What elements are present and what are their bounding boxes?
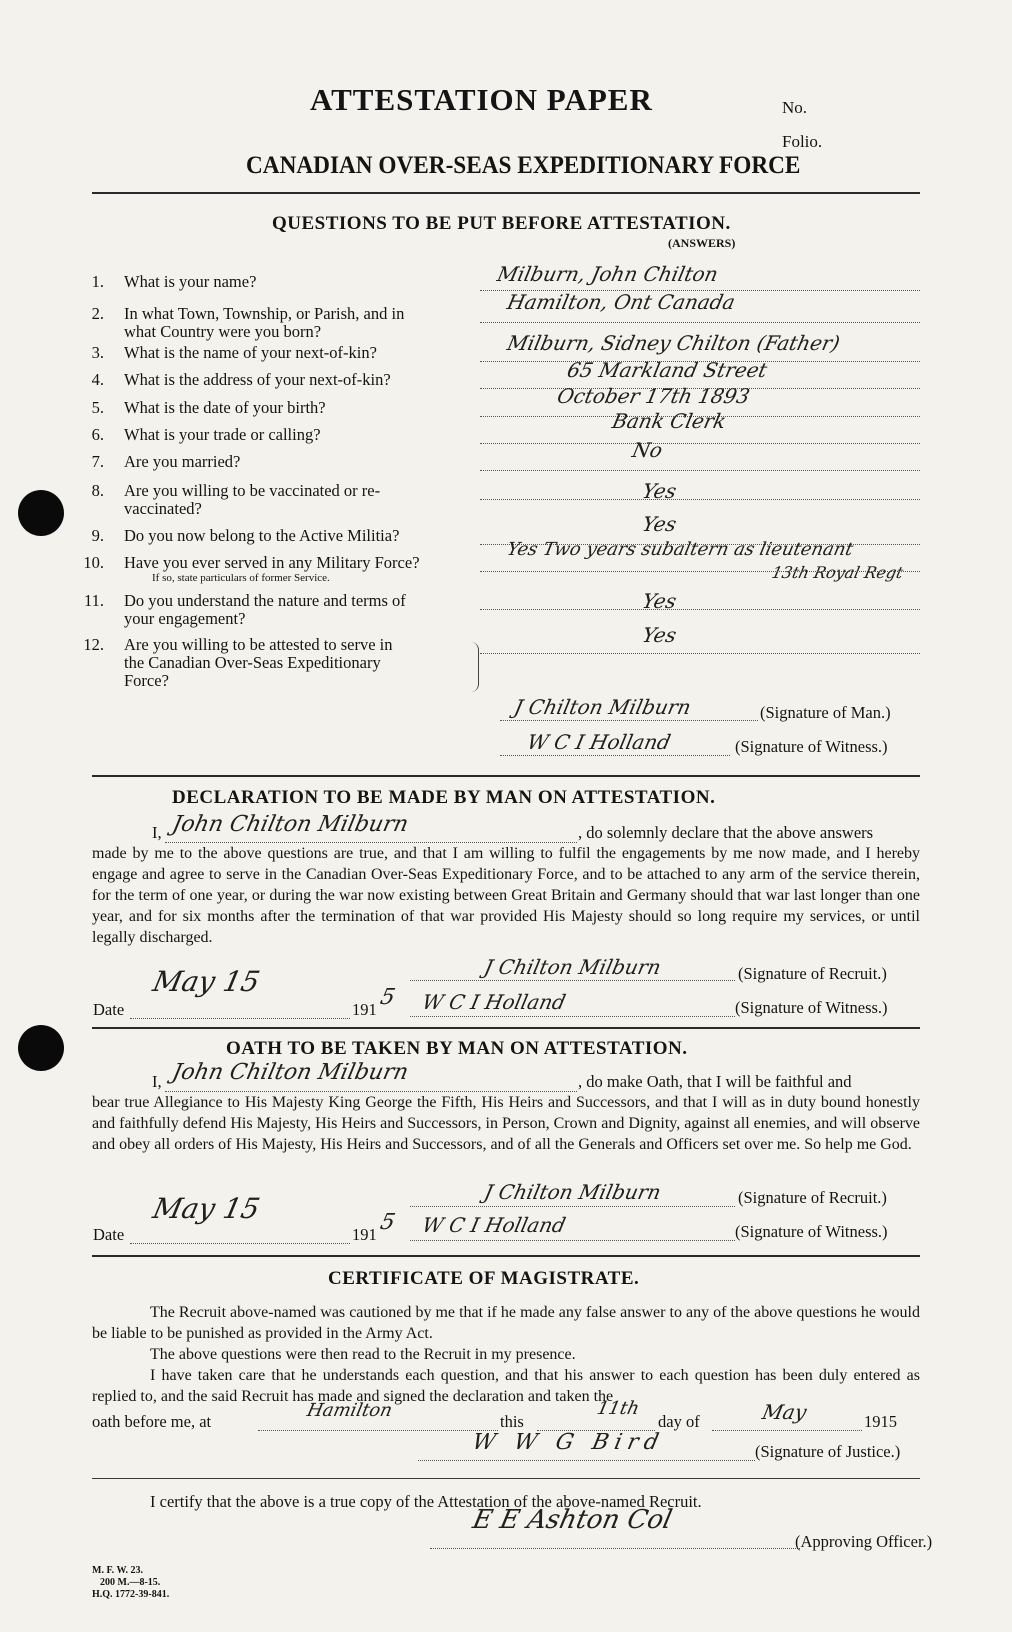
declaration-witness-signature: W C I Holland — [420, 990, 568, 1014]
page-title: ATTESTATION PAPER — [310, 82, 653, 117]
question-8-text-2: vaccinated? — [124, 499, 202, 518]
question-9-number: 9. — [91, 526, 104, 545]
section-rule-3 — [92, 1255, 920, 1257]
answer-6: Bank Clerk — [610, 409, 729, 433]
day-of-label: day of — [658, 1412, 700, 1431]
question-7-text: Are you married? — [124, 452, 241, 471]
oath-year-suffix: 5 — [378, 1210, 398, 1235]
certificate-day: 11th — [595, 1398, 642, 1419]
form-code-1: M. F. W. 23. — [92, 1565, 144, 1576]
punch-hole-top — [18, 490, 64, 536]
question-4-text: What is the address of your next-of-kin? — [124, 370, 391, 389]
answer-3: Milburn, Sidney Chilton (Father) — [505, 331, 843, 355]
certificate-para-2: The above questions were then read to the Recruit in my presence. — [150, 1346, 576, 1363]
declaration-date-label: Date — [93, 1000, 125, 1019]
answer-1: Milburn, John Chilton — [495, 262, 721, 286]
question-10-number: 10. — [83, 553, 104, 572]
answer-10: Yes Two years subaltern as lieutenant — [505, 539, 855, 560]
certificate-para-1: The Recruit above-named was cautioned by me that if he made any false answer to any of the above questions he would be liable to be punished as provided in the Army Act. — [92, 1304, 920, 1342]
question-12-number: 12. — [83, 635, 104, 654]
question-11-number: 11. — [83, 591, 104, 610]
justice-signature: W W G Bird — [470, 1430, 667, 1455]
answer-4: 65 Markland Street — [565, 358, 770, 382]
this-label: this — [500, 1412, 524, 1431]
sig-witness-label: (Signature of Witness.) — [735, 737, 888, 756]
certify-text: I certify that the above is a true copy of the Attestation of the above-named Recruit. — [150, 1492, 702, 1511]
answer-7: No — [630, 438, 665, 462]
declaration-year-prefix: 191 — [352, 1000, 377, 1019]
sig-man-label: (Signature of Man.) — [760, 703, 891, 722]
oath-body-text: bear true Allegiance to His Majesty King George the Fifth, His Heirs and Successors, and that I will as in duty bound honestly and faithfully defend His Majesty, His Heirs and Successors, in Person, Crown and Dignity, against all enemies, and will observe and obey all orders of His Majesty, His Heirs and Successors, and of all the Generals and Officers set over me. So help me God. — [92, 1094, 920, 1153]
punch-hole-bottom — [18, 1025, 64, 1071]
declaration-recruit-signature: J Chilton Milburn — [482, 955, 664, 979]
sig-justice-label: (Signature of Justice.) — [755, 1442, 901, 1461]
question-3-text: What is the name of your next-of-kin? — [124, 343, 377, 362]
question-2-text: In what Town, Township, or Parish, and in — [124, 304, 405, 323]
certificate-place: Hamilton — [305, 1400, 395, 1421]
question-11-text-2: your engagement? — [124, 609, 246, 628]
declaration-body — [92, 843, 920, 948]
answers-label: (ANSWERS) — [668, 236, 736, 250]
question-2-text-2: what Country were you born? — [124, 322, 322, 341]
no-label: No. — [782, 98, 808, 117]
question-11-text: Do you understand the nature and terms of — [124, 591, 406, 610]
question-12-text: Are you willing to be attested to serve in — [124, 635, 393, 654]
answer-2: Hamilton, Ont Canada — [505, 290, 738, 314]
declaration-name: John Chilton Milburn — [170, 812, 411, 837]
question-8-text: Are you willing to be vaccinated or re- — [124, 481, 381, 500]
oath-witness-signature: W C I Holland — [420, 1213, 568, 1237]
oath-sig-recruit-label: (Signature of Recruit.) — [738, 1188, 887, 1207]
question-10-text-2: If so, state particulars of former Service. — [152, 572, 330, 584]
section-rule-4 — [92, 1478, 920, 1479]
question-3-number: 3. — [91, 343, 104, 362]
question-1-text: What is your name? — [124, 272, 257, 291]
question-12-brace — [470, 642, 479, 692]
oath-year-prefix: 191 — [352, 1225, 377, 1244]
oath-i-label: I, — [152, 1072, 162, 1091]
form-code-3: H.Q. 1772-39-841. — [92, 1589, 170, 1600]
folio-label: Folio. — [782, 132, 823, 151]
oath-text-after-name: , do make Oath, that I will be faithful and — [578, 1072, 852, 1091]
certificate-heading: CERTIFICATE OF MAGISTRATE. — [328, 1268, 640, 1289]
header-rule — [92, 192, 920, 194]
question-6-text: What is your trade or calling? — [124, 425, 321, 444]
question-6-number: 6. — [91, 425, 104, 444]
witness-signature: W C I Holland — [525, 730, 673, 754]
certificate-para-3: I have taken care that he understands each question, and that his answer to each question has been duly entered as replied to, and the said Recruit has made and signed the declaration and taken the — [92, 1367, 920, 1405]
oath-before-label: oath before me, at — [92, 1412, 212, 1431]
question-5-number: 5. — [91, 398, 104, 417]
question-7-number: 7. — [91, 452, 104, 471]
declaration-date-value: May 15 — [150, 965, 263, 998]
question-9-text: Do you now belong to the Active Militia? — [124, 526, 400, 545]
declaration-year-suffix: 5 — [378, 985, 398, 1010]
question-8-number: 8. — [91, 481, 104, 500]
answer-12: Yes — [640, 623, 679, 647]
certificate-year: 1915 — [864, 1412, 897, 1431]
approving-officer-signature: E E Ashton Col — [470, 1505, 675, 1535]
declaration-body-text: made by me to the above questions are true, and that I am willing to fulfil the engagements by me now made, and I hereby engage and agree to serve in the Canadian Over-Seas Expeditionary Force, and to be attached to any arm of the service therein, for the term of one year, or during the war now existing between Great Britain and Germany should that war last longer than one year, and for six months after the termination of that war provided His Majesty should so long require my services, or until legally discharged. — [92, 845, 920, 946]
section-rule-1 — [92, 775, 920, 777]
answer-8: Yes — [640, 479, 679, 503]
oath-sig-witness-label: (Signature of Witness.) — [735, 1222, 888, 1241]
declaration-sig-recruit-label: (Signature of Recruit.) — [738, 964, 887, 983]
question-10-text: Have you ever served in any Military Force? — [124, 553, 420, 572]
oath-body — [92, 1092, 920, 1155]
oath-recruit-signature: J Chilton Milburn — [482, 1180, 664, 1204]
declaration-text-after-name: , do solemnly declare that the above answers — [578, 823, 874, 842]
question-1-number: 1. — [91, 272, 104, 291]
oath-date-label: Date — [93, 1225, 125, 1244]
man-signature: J Chilton Milburn — [512, 695, 694, 719]
declaration-sig-witness-label: (Signature of Witness.) — [735, 998, 888, 1017]
question-12-text-3: Force? — [124, 671, 169, 690]
answer-10-2: 13th Royal Regt — [770, 563, 905, 582]
answer-9: Yes — [640, 512, 679, 536]
answer-5: October 17th 1893 — [555, 384, 752, 408]
question-4-number: 4. — [91, 370, 104, 389]
section-rule-2 — [92, 1027, 920, 1029]
answer-11: Yes — [640, 589, 679, 613]
form-code-2: 200 M.—8-15. — [100, 1577, 161, 1588]
declaration-i-label: I, — [152, 823, 162, 842]
declaration-heading: DECLARATION TO BE MADE BY MAN ON ATTESTATION. — [172, 787, 716, 808]
oath-name: John Chilton Milburn — [170, 1060, 411, 1085]
question-5-text: What is the date of your birth? — [124, 398, 326, 417]
oath-date-value: May 15 — [150, 1192, 263, 1225]
page-subtitle: CANADIAN OVER-SEAS EXPEDITIONARY FORCE — [246, 152, 801, 179]
certificate-month: May — [760, 1400, 809, 1424]
questions-heading: QUESTIONS TO BE PUT BEFORE ATTESTATION. — [272, 213, 731, 234]
question-2-number: 2. — [91, 304, 104, 323]
question-12-text-2: the Canadian Over-Seas Expeditionary — [124, 653, 381, 672]
oath-heading: OATH TO BE TAKEN BY MAN ON ATTESTATION. — [226, 1038, 688, 1059]
approving-officer-label: (Approving Officer.) — [795, 1532, 933, 1551]
